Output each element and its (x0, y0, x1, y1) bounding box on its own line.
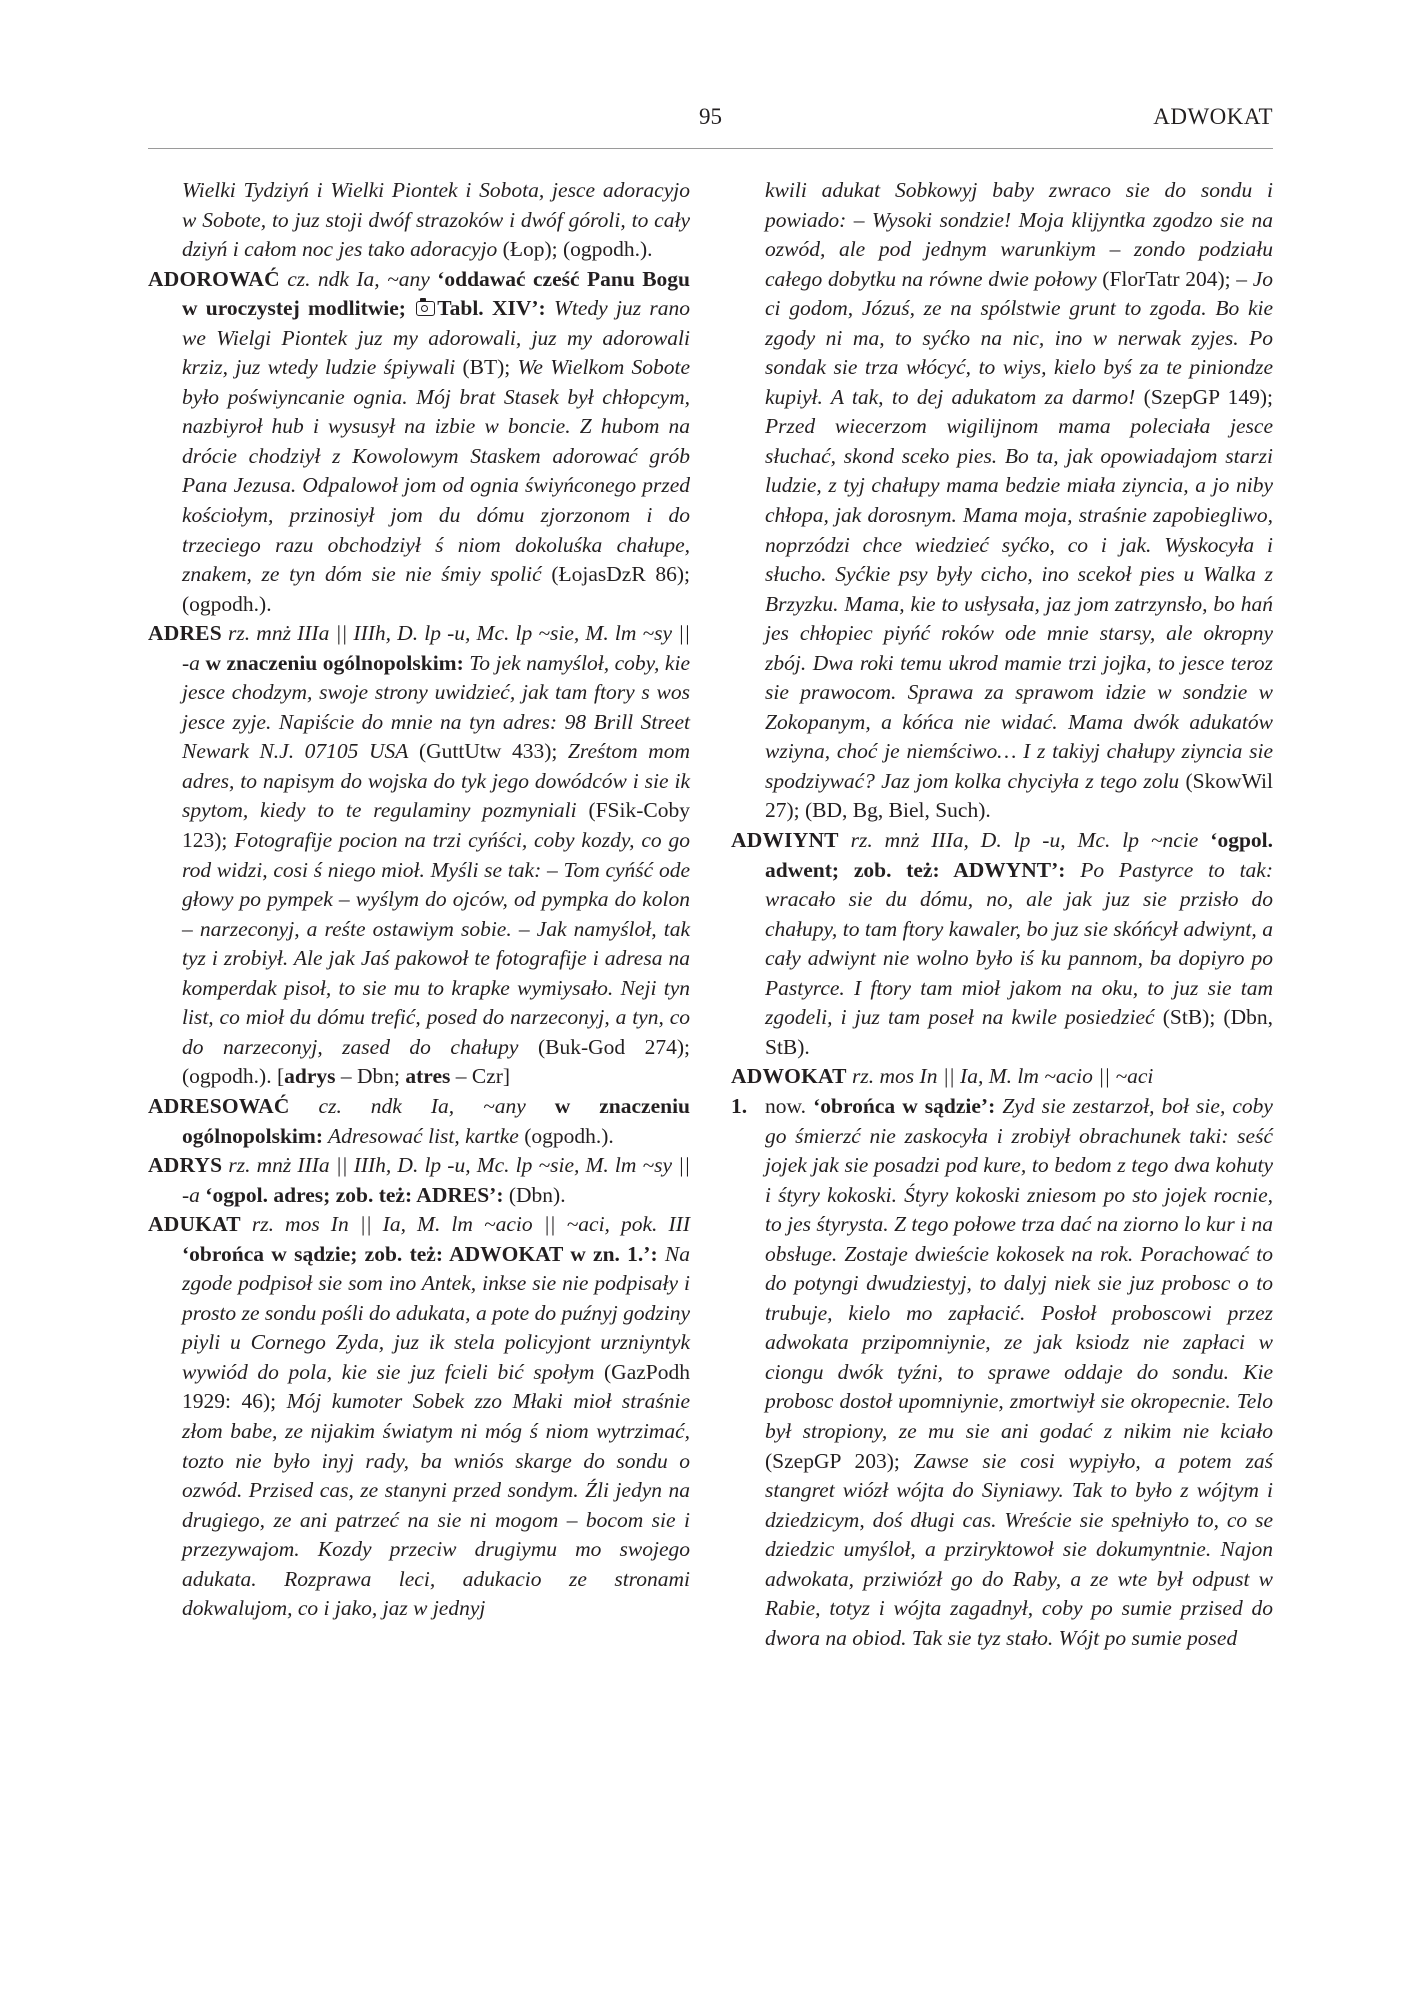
sense-number: 1. (731, 1093, 748, 1118)
entry-adrys: ADRYS rz. mnż IIIa || IIIh, D. lp -u, Mc. lp ~sie, M. lm ~sy || -a ‘ogpol. adres; zob. też: ADRES’: (Dbn). (148, 1153, 690, 1207)
headword: ADRES (148, 621, 222, 646)
entry-adukat: ADUKAT rz. mos In || Ia, M. lm ~acio || ~aci, pok. III ‘obrońca w sądzie; zob. też: ADWOKAT w zn. 1.’: Na zgode podpisoł sie som ino Antek, inkse sie nie podpisały i prosto ze sondu pośli do adukata, a pote do puźnyj godziny piyli u Cornego Zyda, juz ik stela policyjont urzniyntyk wywiód do pola, kie sie juz fcieli bić społym (GazPodh 1929: 46); Mój kumoter Sobek zzo Młaki mioł straśnie złom babe, ze nijakim światym ni móg ś niom wytrzimać, tozto nie było inyj rady, ba wniós skarge do sondu o ozwód. Przised cas, ze stanyni przed sondym. Źli jedyn na drugiego, ze ani patrzeć na sie ni mogom – bocom sie i przezywajom. Kozdy przeciw drugiymu mo swojego adukata. Rozprawa leci, adukacio ze stronami dokwalujom, co i jako, jaz w jednyj (148, 1212, 691, 1621)
headword: ADUKAT (148, 1212, 241, 1237)
entry-adres: ADRES rz. mnż IIIa || IIIh, D. lp -u, Mc. lp ~sie, M. lm ~sy || -a w znaczeniu ogólnopolskim: To jek namyśloł, coby, kie jesce chodzym, swoje strony uwidzieć, jak tam ftory s wos jesce zyje. Napiście do mnie na tyn adres: 98 Brill Street Newark N.J. 07105 USA (GuttUtw 433); Zreśtom mom adres, to napisym do wojska do tyk jego dowódców i sie ik spytom, kiedy to te regulaminy pozmyniali (FSik-Coby 123); Fotografije pocion na trzi cyńści, coby kozdy, co go rod widzi, cosi ś niego mioł. Myśli se tak: – Tom cyńść ode głowy po pympek – wyślym do ojców, od pympka do kolon – narzeconyj, a reśte ostawiym sobie. – Jak namyśloł, tak tyz i zrobiył. Ale jak Jaś pakowoł te fotografije i adresa na komperdak pisoł, to sie mu to krapke wymiysało. Neji tyn list, co mioł du dómu trefić, posed do narzeconyj, a tyn, co do narzeconyj, zased do chałupy (Buk-God 274); (ogpodh.). [adrys – Dbn; atres – Czr] (148, 621, 690, 1089)
right-column (731, 176, 1273, 1653)
entry-adorowac: ADOROWAĆ cz. ndk Ia, ~any ‘oddawać cześć Panu Bogu w uroczystej modlitwie; Tabl. XIV’: Wtedy juz rano we Wielgi Piontek juz my adorowali, juz my adorowali krziz, juz wtedy ludzie śpiywali (BT); We Wielkom Sobote było poświyncanie ognia. Mój brat Stasek był chłopcym, nazbiyroł hub i wysusył na izbie w boncie. Z hubom na drócie chodziył z Kowolowym Staskem adorować grób Pana Jezusa. Odpalowoł jom od ognia świyńconego przed kościołym, przinosiył jom du dómu zjorzonom i do trzeciego razu obchodziył ś niom dokoluśka chałupe, znakem, ze tyn dóm sie nie śmiy spolić (ŁojasDzR 86); (ogpodh.). (148, 266, 690, 616)
entry-adresowac: ADRESOWAĆ cz. ndk Ia, ~any w znaczeniu ogólnopolskim: Adresować list, kartke (ogpodh.). (148, 1093, 690, 1148)
page-header (148, 104, 1273, 144)
entry-adwokat: ADWOKAT rz. mos In || Ia, M. lm ~acio || ~aci (731, 1064, 1154, 1089)
entry-continuation: Wielki Tydziyń i Wielki Piontek i Sobota, jesce adoracyjo w Sobote, to juz stoji dwóf strazoków i dwóf góroli, to cały dziyń i całom noc jes tako adoracyjo (Łop); (ogpodh.). (182, 178, 690, 262)
header-rule (148, 148, 1273, 149)
running-head: ADWOKAT (1153, 104, 1273, 129)
headword: ADWOKAT (731, 1064, 847, 1089)
page-number: 95 (699, 104, 722, 129)
headword: ADOROWAĆ (148, 266, 280, 291)
camera-icon (416, 301, 435, 316)
left-column (148, 176, 690, 1624)
headword: ADWIYNT (731, 828, 839, 853)
headword: ADRESOWAĆ (148, 1093, 290, 1118)
headword: ADRYS (148, 1153, 223, 1178)
entry-adwiynt: ADWIYNT rz. mnż IIIa, D. lp -u, Mc. lp ~ncie ‘ogpol. adwent; zob. też: ADWYNT’: Po Pastyrce to tak: wracało sie du dómu, no, ale jak juz sie przisło do chałupy, to tam ftory kawaler, bo juz sie skóńcył adwiynt, a cały adwiynt nie wolno było iś ku pannom, ba dopiyro po Pastyrce. I ftory tam mioł jakom na oku, to juz sie tam zgodeli, i juz tam poseł na kwile posiedzieć (StB); (Dbn, StB). (731, 828, 1273, 1059)
entry-continuation: kwili adukat Sobkowyj baby zwraco sie do sondu i powiado: – Wysoki sondzie! Moja klijyntka zgodzo sie na ozwód, ale pod jednym warunkiym – zondo podziału całego dobytku na równe dwie połowy (FlorTatr 204); – Jo ci godom, Józuś, ze na spólstwie grunt to zgoda. Bo kie zgody ni ma, to syćko na nic, ino w nerwak zyjes. Po sondak sie trza włócyć, to wiys, kielo byś za te piniondze kupiył. A tak, to dej adukatom za darmo! (SzepGP 149); Przed wiecerzom wigilijnom mama poleciała jesce słuchać, skond sceko pies. Bo ta, jak opowiadajom starzi ludzie, z tyj chałupy mama bedzie miała ziyncia, a jo niby chłopa, jak dorosnym. Mama moja, straśnie zapobiegliwo, noprzódzi chce wiedzieć syćko, co i jak. Wyskocyła i słucho. Syćkie psy były cicho, ino scekoł pies u Walka z Brzyzku. Mama, kie to usłysała, jaz jom zatrzynsło, bo hań jes chłopiec piyńć roków ode mnie starsy, ale okropny zbój. Dwa roki temu ukrod mamie trzi jojka, to jesce teroz sie prawocom. Sprawa za sprawom idzie w sondzie w Zokopanym, a kóńca nie widać. Mama dwók adukatów wziyna, choć je niemściwo… I z takiyj chałupy ziyncia sie spodziywać? Jaz jom kolka chyciyła z tego zolu (SkowWil 27); (BD, Bg, Biel, Such). (765, 178, 1274, 823)
sense-1: 1. now. ‘obrońca w sądzie’: Zyd sie zestarzoł, boł sie, coby go śmierzć nie zaskocyła i zrobiył obrachunek taki: seść jojek jak sie posadzi pod kure, to bedom z tego dwa kohuty i śtyry kokoski. Śtyry kokoski zniesom po sto jojek rocnie, to jes śtyrysta. Z tego połowe trza dać na ziorno lo kur i na obsługe. Zostaje dwieście kokosek na rok. Porachować to do potyngi dwudziestyj, to dalyj niek sie juz probosc o to trubuje, kielo mo zapłacić. Posłoł proboscowi przez adwokata przipomniynie, ze jak ksiodz nie zapłaci w ciongu dwók tyźni, to sprawe oddaje do sondu. Kie probosc dostoł upomniynie, zmortwiył sie okropecnie. Telo był stropiony, ze mu sie ani godać z nikim nie kciało (SzepGP 203); Zawse sie cosi wypiyło, a potem zaś stangret wiózł wójta do Siyniawy. Tak to było z wójtym i dziedzicym, doś długi cas. Wreście sie spełniyło to, co se dziedzic umyśloł, a prziryktowoł sie dokumyntnie. Najon adwokata, prziwiózł go do Raby, a ze wte był odpust w Rabie, totyz i wójta zagadnył, coby po sumie przised do dwora na obiod. Tak sie tyz stało. Wójt po sumie posed (731, 1093, 1273, 1650)
